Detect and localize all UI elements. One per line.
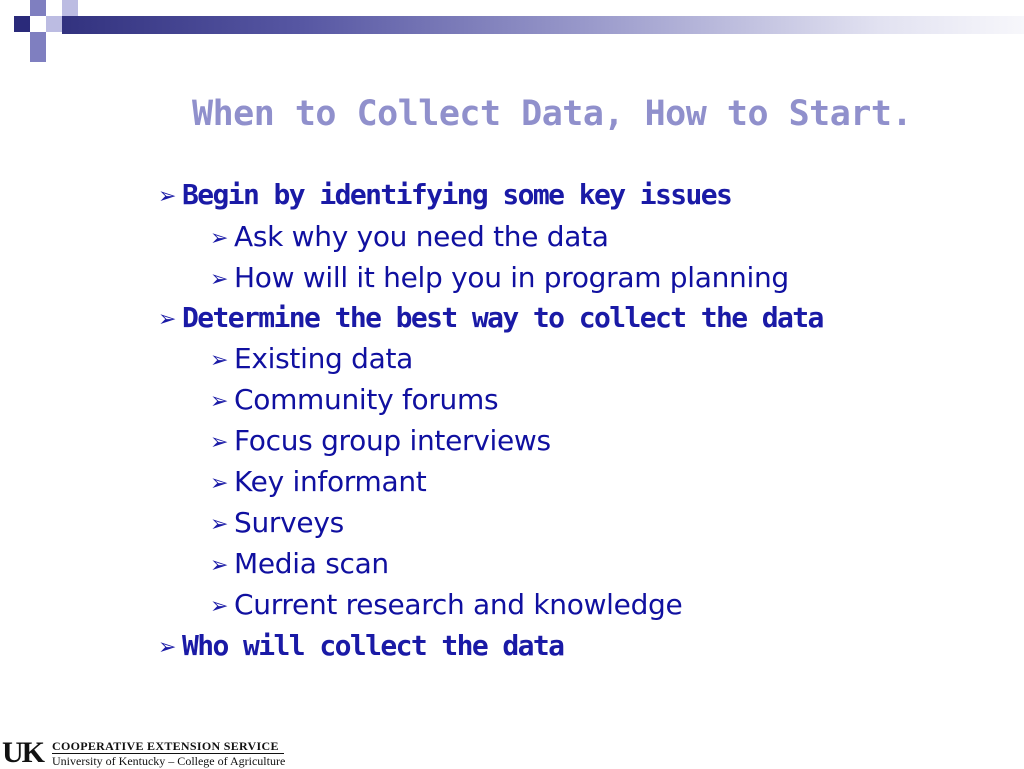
bullet-item: [210, 588, 682, 621]
bullet-item: [210, 465, 426, 498]
bullet-text: Begin by identifying some key issues: [182, 178, 732, 211]
org-name: COOPERATIVE EXTENSION SERVICE: [52, 739, 279, 753]
decor-square: [30, 32, 46, 48]
decor-square: [30, 48, 46, 62]
bullet-item: [158, 301, 823, 334]
decor-square: [14, 16, 30, 32]
bullet-item: [210, 506, 344, 539]
bullet-item: [210, 383, 498, 416]
bullet-item: [210, 424, 551, 457]
bullet-text: Key informant: [234, 465, 427, 498]
bullet-arrow-icon: ➢: [158, 307, 177, 332]
footer-logo: [0, 736, 300, 768]
bullet-arrow-icon: ➢: [210, 512, 229, 537]
org-subtitle: University of Kentucky – College of Agriculture: [52, 754, 286, 768]
bullet-text: Existing data: [234, 342, 413, 375]
bullet-text: Media scan: [234, 547, 389, 580]
bullet-item: [210, 547, 389, 580]
bullet-text: Determine the best way to collect the data: [182, 301, 823, 334]
bullet-item: [210, 220, 609, 253]
slide-title: When to Collect Data, How to Start.: [192, 94, 913, 134]
uk-logo-mark: UK: [2, 736, 43, 769]
bullet-arrow-icon: ➢: [210, 389, 229, 414]
decor-square: [46, 16, 62, 32]
bullet-arrow-icon: ➢: [210, 267, 229, 292]
decor-square: [62, 0, 78, 16]
bullet-item: [210, 261, 789, 294]
bullet-text: Who will collect the data: [182, 629, 564, 662]
bullet-text: Surveys: [234, 506, 344, 539]
bullet-item: [158, 629, 563, 662]
bullet-text: Ask why you need the data: [234, 220, 609, 253]
bullet-arrow-icon: ➢: [158, 635, 177, 660]
bullet-arrow-icon: ➢: [210, 348, 229, 373]
bullet-arrow-icon: ➢: [210, 471, 229, 496]
bullet-text: Focus group interviews: [234, 424, 551, 457]
bullet-arrow-icon: ➢: [210, 553, 229, 578]
bullet-item: [158, 178, 731, 211]
bullet-text: Current research and knowledge: [234, 588, 683, 621]
bullet-arrow-icon: ➢: [210, 594, 229, 619]
bullet-item: [210, 342, 413, 375]
bullet-text: Community forums: [234, 383, 499, 416]
bullet-arrow-icon: ➢: [210, 226, 229, 251]
header-gradient-bar: [62, 16, 1024, 34]
decor-square: [30, 0, 46, 16]
bullet-arrow-icon: ➢: [158, 184, 177, 209]
bullet-text: How will it help you in program planning: [234, 261, 789, 294]
bullet-arrow-icon: ➢: [210, 430, 229, 455]
